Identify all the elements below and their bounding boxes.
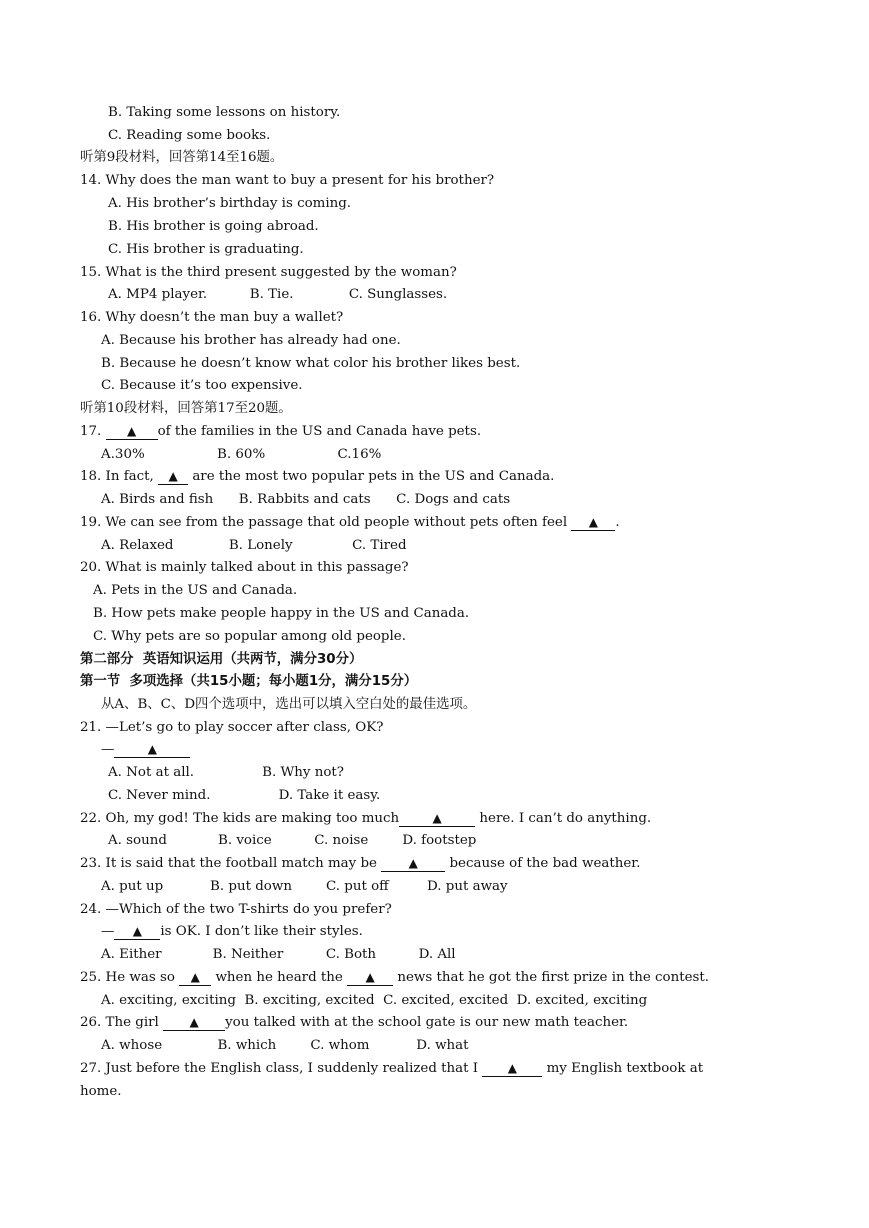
triangle-marker: ▲ [168,469,178,483]
triangle-marker: ▲ [132,924,142,938]
answer-blank[interactable] [179,970,211,986]
answer-blank[interactable] [114,742,190,758]
text-line [80,559,409,577]
text-line [80,1083,122,1101]
text-line [108,127,270,145]
text-segment: C. His brother is graduating. [108,242,304,257]
text-segment: 第一节 多项选择（共15小题；每小题1分，满分15分） [80,674,418,689]
text-segment: my English textbook at [542,1061,704,1076]
text-line [108,832,476,850]
text-line [101,696,476,714]
text-line [80,810,651,828]
text-line [80,264,457,282]
text-segment: A. whose B. which C. whom D. what [101,1038,469,1053]
text-line [80,673,417,691]
text-line [80,969,709,987]
text-segment: 23. It is said that the football match may be [80,856,382,871]
text-segment: when he heard the [211,970,348,985]
text-segment: you talked with at the school gate is our new math teacher. [225,1015,629,1030]
text-line [80,149,283,167]
text-segment: because of the bad weather. [445,856,641,871]
text-segment: . [615,515,620,530]
text-segment: 18. In fact, [80,469,159,484]
text-segment: A. Birds and fish B. Rabbits and cats C. Dogs and cats [101,492,511,507]
text-segment: are the most two popular pets in the US and Canada. [188,469,555,484]
answer-blank[interactable] [399,811,475,827]
text-segment: A. His brother’s birthday is coming. [108,196,352,211]
text-segment: A. Because his brother has already had one. [101,333,401,348]
text-segment: B. His brother is going abroad. [108,219,319,234]
text-segment: 第二部分 英语知识运用（共两节，满分30分） [80,652,363,667]
text-line [101,923,363,941]
triangle-marker: ▲ [190,970,200,984]
text-segment: 19. We can see from the passage that old people without pets often feel [80,515,572,530]
text-line [108,787,380,805]
text-segment: C. Because it’s too expensive. [101,378,303,393]
text-line [101,1037,469,1055]
text-line [108,195,351,213]
answer-blank[interactable] [381,856,445,872]
text-line [80,468,554,486]
text-segment: 27. Just before the English class, I suddenly realized that I [80,1061,483,1076]
text-segment: — [101,924,115,939]
text-segment: 17. [80,424,106,439]
text-line [101,491,510,509]
text-line [80,1014,628,1032]
text-line [101,355,520,373]
answer-blank[interactable] [163,1015,225,1031]
text-segment: C. Reading some books. [108,128,271,143]
text-segment: news that he got the first prize in the contest. [393,970,710,985]
text-segment: B. Taking some lessons on history. [108,105,341,120]
text-line [93,605,469,623]
text-line [80,1060,703,1078]
text-segment: 16. Why doesn’t the man buy a wallet? [80,310,344,325]
text-line [108,286,447,304]
text-segment: C. Never mind. D. Take it easy. [108,788,381,803]
text-segment: 14. Why does the man want to buy a present for his brother? [80,173,495,188]
text-segment: home. [80,1084,122,1099]
text-segment: of the families in the US and Canada have pets. [157,424,482,439]
answer-blank[interactable] [106,424,158,440]
text-segment: — [101,742,115,757]
text-line [80,651,362,669]
text-segment: B. How pets make people happy in the US and Canada. [93,606,470,621]
text-segment: B. Because he doesn’t know what color his brother likes best. [101,356,521,371]
text-line [108,104,340,122]
text-line [108,218,319,236]
text-segment: 21. —Let’s go to play soccer after class, OK? [80,720,384,735]
text-segment: A. Not at all. B. Why not? [108,765,344,780]
text-line [93,628,406,646]
text-segment: A. Either B. Neither C. Both D. All [101,947,456,962]
text-segment: 听第9段材料，回答第14至16题。 [80,150,284,165]
text-line [80,855,640,873]
text-segment: A. Pets in the US and Canada. [93,583,298,598]
triangle-marker: ▲ [147,742,157,756]
text-line [101,377,303,395]
answer-blank[interactable] [571,515,615,531]
text-line [80,400,292,418]
answer-blank[interactable] [482,1061,542,1077]
text-segment: 25. He was so [80,970,180,985]
text-line [93,582,297,600]
triangle-marker: ▲ [588,515,598,529]
text-segment: 24. —Which of the two T-shirts do you prefer? [80,902,392,917]
text-segment: is OK. I don’t like their styles. [160,924,363,939]
text-segment: 26. The girl [80,1015,164,1030]
text-segment: 22. Oh, my god! The kids are making too much [80,811,400,826]
text-segment: 20. What is mainly talked about in this passage? [80,560,409,575]
text-segment: A. Relaxed B. Lonely C. Tired [101,538,407,553]
text-line [101,878,508,896]
text-line [108,764,344,782]
triangle-marker: ▲ [365,970,375,984]
triangle-marker: ▲ [126,424,137,438]
text-segment: A. MP4 player. B. Tie. C. Sunglasses. [108,287,448,302]
text-segment: A.30% B. 60% C.16% [101,447,382,462]
text-segment: C. Why pets are so popular among old people. [93,629,406,644]
answer-blank[interactable] [347,970,393,986]
text-line [80,309,343,327]
text-line [80,901,392,919]
text-line [101,992,647,1010]
triangle-marker: ▲ [507,1061,517,1075]
text-line [80,719,383,737]
text-segment: 15. What is the third present suggested by the woman? [80,265,457,280]
text-segment: A. sound B. voice C. noise D. footstep [108,833,477,848]
text-line [101,332,401,350]
text-segment: 从A、B、C、D四个选项中，选出可以填入空白处的最佳选项。 [101,697,477,712]
text-line [101,446,381,464]
answer-blank[interactable] [114,924,160,940]
text-line [80,423,481,441]
text-segment: A. put up B. put down C. put off D. put away [101,879,508,894]
text-line [108,241,304,259]
triangle-marker: ▲ [432,811,442,825]
answer-blank[interactable] [158,469,188,485]
text-line [80,172,494,190]
text-segment: 听第10段材料，回答第17至20题。 [80,401,292,416]
text-segment: A. exciting, exciting B. exciting, excited C. excited, excited D. excited, exciting [101,993,648,1008]
text-segment: here. I can’t do anything. [475,811,652,826]
text-line [101,537,407,555]
triangle-marker: ▲ [189,1015,199,1029]
text-line [101,946,456,964]
text-line [80,514,620,532]
text-line [101,741,190,759]
triangle-marker: ▲ [408,856,418,870]
